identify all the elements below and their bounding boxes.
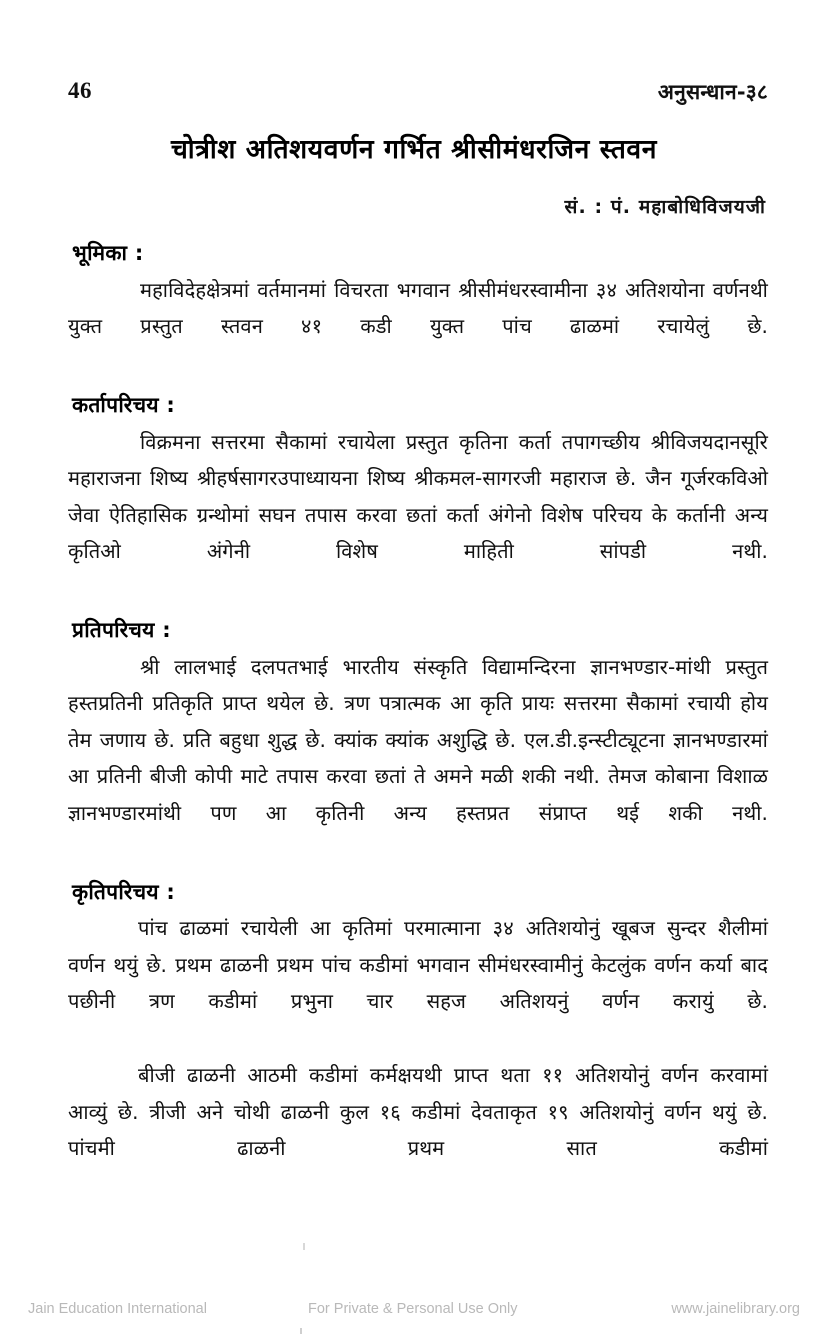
paragraph: बीजी ढाळनी आठमी कडीमां कर्मक्षयथी प्राप्त थता ११ अतिशयोनुं वर्णन करवामां आव्युं छे. त्रीजी अने चोथी ढाळनी कुल १६ कडीमां देवताकृत १९ अतिशयोनुं वर्णन थयुं छे. पांचमी ढाळनी प्रथम सात कडीमां [68,1063,768,1160]
footer-attribution: Jain Education International [28,1301,207,1317]
scan-speck [300,1328,302,1334]
paragraph: पांच ढाळमां रचायेली आ कृतिमां परमात्माना ३४ अतिशयोनुं खूबज सुन्दर शैलीमां वर्णन थयुं छे. प्रथम ढाळनी प्रथम पांच कडीमां भगवान सीमंधरस्वामीनुं केटलुंक वर्णन कर्या बाद पछीनी त्रण कडीमां प्रभुना चार सहज अतिशयनुं वर्णन करायुं छे. [68,916,768,1013]
paragraph: श्री लालभाई दलपतभाई भारतीय संस्कृति विद्यामन्दिरना ज्ञानभण्डार-मांथी प्रस्तुत हस्तप्रतिनी प्रतिकृति प्राप्त थयेल छे. त्रण पत्रात्मक आ कृति प्रायः सत्तरमा सैकामां रचायी होय तेम जणाय छे. प्रति बहुधा शुद्ध छे. क्यांक क्यांक अशुद्धि छे. एल.डी.इन्स्टीट्यूटना ज्ञानभण्डारमां आ प्रतिनी बीजी कोपी माटे तपास करवा छतां ते अमने मळी शकी नथी. तेमज कोबाना विशाळ ज्ञानभण्डारमांथी पण आ कृतिनी अन्य हस्तप्रत संप्राप्त थई शकी नथी. [68,654,768,825]
paragraph: विक्रमना सत्तरमा सैकामां रचायेला प्रस्तुत कृतिना कर्ता तपागच्छीय श्रीविजयदानसूरि महाराजना शिष्य श्रीहर्षसागरउपाध्यायना शिष्य श्रीकमल-सागरजी महाराज छे. जैन गूर्जरकविओ जेवा ऐतिहासिक ग्रन्थोमां सघन तपास करवा छतां कर्ता अंगेनो विशेष परिचय के कर्तानी अन्य कृतिओ अंगेनी विशेष माहिती सांपडी नथी. [68,429,768,563]
scan-speck [303,1243,305,1250]
running-head [68,78,768,112]
section-heading-kritiparichay: कृतिपरिचय : [72,879,176,904]
page-footer [0,1294,828,1324]
footer-website: www.jainelibrary.org [671,1301,800,1317]
section-heading-pratiparichay: प्रतिपरिचय : [72,618,171,642]
section-heading-kartaparichay: कर्तापरिचय : [72,393,176,417]
journal-title: अनुसन्धान-३८ [657,80,768,104]
editor-byline: सं. : पं. महाबोधिविजयजी [564,196,766,218]
section-heading-bhumika: भूमिका : [72,241,144,265]
footer-usage-notice: For Private & Personal Use Only [308,1301,518,1317]
page-number: 46 [68,78,92,103]
article-body [68,238,768,1203]
article-title: चोत्रीश अतिशयवर्णन गर्भित श्रीसीमंधरजिन स्तवन [170,134,658,165]
paragraph: महाविदेहक्षेत्रमां वर्तमानमां विचरता भगवान श्रीसीमंधरस्वामीना ३४ अतिशयोना वर्णनथी युक्त प्रस्तुत स्तवन ४१ कडी युक्त पांच ढाळमां रचायेलुं छे. [68,277,768,338]
